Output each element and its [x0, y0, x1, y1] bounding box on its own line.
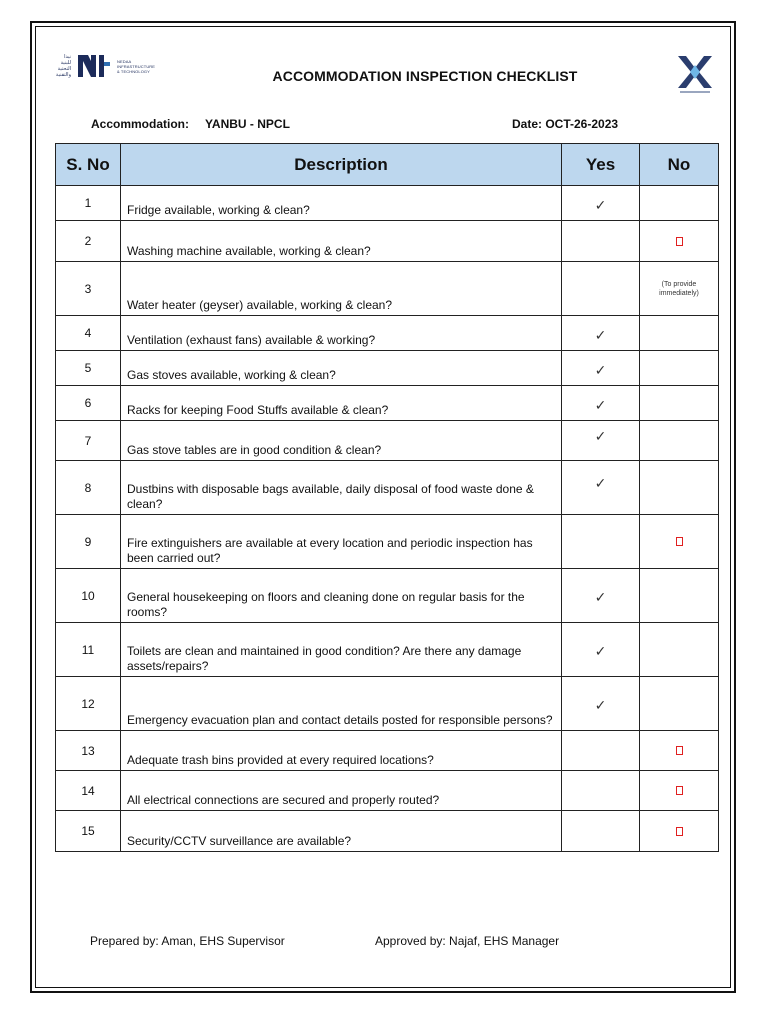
checkmark-icon: ✓ [594, 396, 607, 413]
red-box-icon [676, 237, 683, 246]
logo-arabic-line: نيدا [64, 54, 71, 60]
table-row [56, 386, 719, 421]
row-description: Adequate trash bins provided at every required locations? [121, 731, 562, 771]
no-cell [640, 386, 719, 421]
yes-cell [562, 386, 640, 421]
checkmark-icon: ✓ [594, 643, 607, 659]
yes-cell [562, 515, 640, 569]
table-row [56, 421, 719, 461]
no-cell [640, 515, 719, 569]
checkmark-icon: ✓ [594, 361, 607, 378]
logo-arabic-line: للبنية التحتية [57, 60, 71, 72]
table-row [56, 677, 719, 731]
logo-arabic-text [47, 54, 71, 78]
row-description: Ventilation (exhaust fans) available & working? [121, 316, 562, 351]
table-row [56, 731, 719, 771]
yes-cell [562, 731, 640, 771]
row-description: Dustbins with disposable bags available, daily disposal of food waste done & clean? [121, 461, 562, 515]
no-cell [640, 316, 719, 351]
table-row [56, 316, 719, 351]
row-description: Water heater (geyser) available, working & clean? [121, 262, 562, 316]
no-cell [640, 186, 719, 221]
red-box-icon [676, 537, 683, 546]
row-description: Toilets are clean and maintained in good condition? Are there any damage assets/repairs? [121, 623, 562, 677]
row-number: 11 [56, 623, 121, 677]
red-box-icon [676, 746, 683, 755]
table-row [56, 771, 719, 811]
logo-arabic-line: والتقنية [55, 72, 71, 78]
no-cell [640, 811, 719, 852]
row-number: 10 [56, 569, 121, 623]
yes-cell [562, 262, 640, 316]
no-cell [640, 771, 719, 811]
yes-cell [562, 811, 640, 852]
no-note-text: (To provide immediately) [659, 280, 699, 297]
no-cell [640, 461, 719, 515]
checkmark-icon: ✓ [594, 697, 607, 713]
approved-by: Approved by: Najaf, EHS Manager [375, 934, 560, 948]
header-no: No [640, 144, 719, 186]
red-box-icon [676, 786, 683, 795]
row-description: Washing machine available, working & clean? [121, 221, 562, 262]
row-description: Gas stoves available, working & clean? [121, 351, 562, 386]
no-cell [640, 677, 719, 731]
yes-cell [562, 771, 640, 811]
accommodation-info [91, 117, 290, 131]
table-header-row [56, 144, 719, 186]
table-row [56, 461, 719, 515]
red-box-icon [676, 827, 683, 836]
table-row [56, 221, 719, 262]
table-body [56, 186, 719, 852]
no-cell [640, 731, 719, 771]
table-row [56, 515, 719, 569]
table-row [56, 186, 719, 221]
row-number: 1 [56, 186, 121, 221]
no-cell [640, 262, 719, 316]
document-title: ACCOMMODATION INSPECTION CHECKLIST [272, 68, 578, 84]
inspection-date: Date: OCT-26-2023 [512, 117, 619, 131]
row-number: 7 [56, 421, 121, 461]
checkmark-icon: ✓ [594, 589, 607, 605]
checkmark-icon: ✓ [594, 475, 607, 491]
checkmark-icon: ✓ [594, 326, 607, 343]
yes-cell [562, 623, 640, 677]
no-cell [640, 623, 719, 677]
yes-cell [562, 677, 640, 731]
row-description: General housekeeping on floors and cleaning done on regular basis for the rooms? [121, 569, 562, 623]
header-description: Description [121, 144, 562, 186]
checkmark-icon: ✓ [594, 196, 607, 213]
row-number: 3 [56, 262, 121, 316]
yes-cell [562, 221, 640, 262]
table-row [56, 569, 719, 623]
inspection-table [55, 143, 719, 852]
row-description: Gas stove tables are in good condition & clean? [121, 421, 562, 461]
row-number: 5 [56, 351, 121, 386]
no-cell [640, 351, 719, 386]
row-number: 4 [56, 316, 121, 351]
row-number: 14 [56, 771, 121, 811]
yes-cell [562, 316, 640, 351]
row-number: 8 [56, 461, 121, 515]
row-number: 15 [56, 811, 121, 852]
accommodation-label: Accommodation: [91, 117, 190, 131]
yes-cell [562, 569, 640, 623]
row-number: 12 [56, 677, 121, 731]
row-number: 2 [56, 221, 121, 262]
yes-cell [562, 186, 640, 221]
yes-cell [562, 351, 640, 386]
no-cell [640, 221, 719, 262]
checkmark-icon: ✓ [594, 428, 607, 444]
row-number: 6 [56, 386, 121, 421]
row-description: All electrical connections are secured and properly routed? [121, 771, 562, 811]
row-description: Emergency evacuation plan and contact details posted for responsible persons? [121, 677, 562, 731]
prepared-by: Prepared by: Aman, EHS Supervisor [90, 934, 285, 948]
table-row [56, 623, 719, 677]
header-yes: Yes [562, 144, 640, 186]
table-row [56, 351, 719, 386]
company-logo [47, 48, 155, 84]
table-row [56, 811, 719, 852]
header-sno: S. No [56, 144, 121, 186]
yes-cell [562, 421, 640, 461]
yes-cell [562, 461, 640, 515]
logo-english-text [117, 59, 155, 74]
row-description: Fire extinguishers are available at every location and periodic inspection has been carried out? [121, 515, 562, 569]
accommodation-value: YANBU - NPCL [205, 117, 290, 131]
no-cell [640, 421, 719, 461]
x-logo-icon [670, 52, 720, 96]
row-number: 13 [56, 731, 121, 771]
row-description: Racks for keeping Food Stuffs available & clean? [121, 386, 562, 421]
no-cell [640, 569, 719, 623]
table-row [56, 262, 719, 316]
row-description: Fridge available, working & clean? [121, 186, 562, 221]
row-number: 9 [56, 515, 121, 569]
row-description: Security/CCTV surveillance are available? [121, 811, 562, 852]
logo-english-line: NEDAA [117, 58, 132, 64]
logo-english-line: & TECHNOLOGY [117, 68, 150, 74]
logo-ni-mark-icon [77, 53, 111, 79]
logo-english-line: INFRASTRUCTURE [117, 63, 156, 69]
